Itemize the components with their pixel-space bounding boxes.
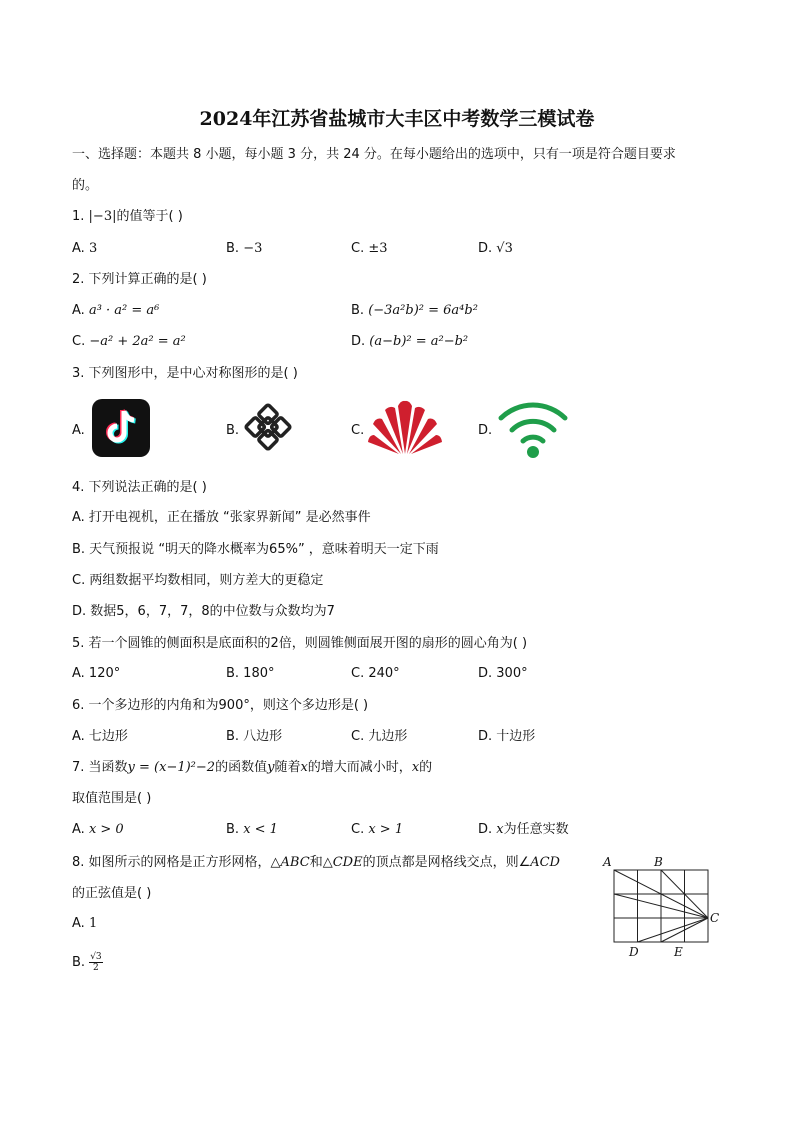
point-d-label: D (629, 945, 639, 959)
question-7-stem-line2: 取值范围是( ) (72, 791, 152, 806)
interlocking-knot-logo-icon[interactable] (243, 402, 293, 456)
question-2-stem: 2. 下列计算正确的是( ) (72, 272, 207, 287)
question-2-option-c[interactable]: C. −a² + 2a² = a² (72, 334, 186, 349)
page-title: 2024年江苏省盐城市大丰区中考数学三模试卷 (199, 108, 595, 130)
question-3-option-d-label[interactable]: D. (478, 423, 493, 438)
question-3-option-c-label[interactable]: C. (351, 423, 365, 438)
question-4-option-b[interactable]: B. 天气预报说 “明天的降水概率为65%” ，意味着明天一定下雨 (72, 542, 439, 557)
question-6-stem: 6. 一个多边形的内角和为900°，则这个多边形是( ) (72, 698, 369, 713)
question-7-option-c[interactable]: C. x > 1 (351, 822, 404, 837)
question-5-stem: 5. 若一个圆锥的侧面积是底面积的2倍，则圆锥侧面展开图的扇形的圆心角为( ) (72, 636, 528, 651)
question-6-option-d[interactable]: D. 十边形 (478, 729, 536, 744)
question-6-option-c[interactable]: C. 九边形 (351, 729, 408, 744)
question-7-option-d[interactable]: D. x为任意实数 (478, 822, 569, 837)
question-5-option-a[interactable]: A. 120° (72, 666, 121, 681)
question-8-option-a[interactable]: A. 1 (72, 916, 98, 931)
huawei-logo-icon[interactable] (368, 398, 442, 460)
question-2-option-d[interactable]: D. (a−b)² = a²−b² (351, 334, 469, 349)
wifi-icon[interactable] (497, 398, 569, 464)
question-4-option-c[interactable]: C. 两组数据平均数相同，则方差大的更稳定 (72, 573, 324, 588)
question-5-option-c[interactable]: C. 240° (351, 666, 400, 681)
fraction-sqrt3-over-2: $\frac{√3}{2}$ (90, 952, 102, 973)
question-1-option-b[interactable]: B. −3 (226, 241, 263, 256)
question-1-option-c[interactable]: C. ±3 (351, 241, 388, 256)
question-3-stem: 3. 下列图形中，是中心对称图形的是( ) (72, 366, 298, 381)
question-8-grid-figure (600, 852, 725, 966)
question-2-option-a[interactable]: A. a³ · a² = a⁶ (72, 303, 160, 318)
section-instructions-line1: 一、选择题：本题共 8 小题，每小题 3 分，共 24 分。在每小题给出的选项中，只有一项是符合题目要求 (72, 147, 676, 162)
question-8-stem-line2: 的正弦值是( ) (72, 886, 152, 901)
question-7-option-b[interactable]: B. x < 1 (226, 822, 278, 837)
point-a-label: A (603, 855, 612, 869)
question-7-stem: 7. 当函数y = (x−1)²−2的函数值y随着x的增大而减小时，x的 (72, 760, 433, 775)
question-4-stem: 4. 下列说法正确的是( ) (72, 480, 207, 495)
point-e-label: E (674, 945, 683, 959)
question-1-stem: 1. |−3|的值等于( ) (72, 209, 183, 224)
point-c-label: C (710, 911, 720, 925)
question-3-option-b-label[interactable]: B. (226, 423, 240, 438)
question-6-option-b[interactable]: B. 八边形 (226, 729, 283, 744)
question-7-option-a[interactable]: A. x > 0 (72, 822, 124, 837)
question-5-option-d[interactable]: D. 300° (478, 666, 528, 681)
tiktok-logo-icon[interactable] (92, 399, 150, 461)
question-8-option-b[interactable]: B. $\frac{√3}{2}$ (72, 952, 102, 973)
question-1-option-d[interactable]: D. √3 (478, 241, 513, 256)
point-b-label: B (654, 855, 663, 869)
question-4-option-a[interactable]: A. 打开电视机，正在播放 “张家界新闻” 是必然事件 (72, 510, 371, 525)
question-3-option-a-label[interactable]: A. (72, 423, 85, 438)
question-1-option-a[interactable]: A. 3 (72, 241, 98, 256)
question-8-stem: 8. 如图所示的网格是正方形网格，△ABC和△CDE的顶点都是网格线交点，则∠ACD (72, 855, 560, 870)
question-6-option-a[interactable]: A. 七边形 (72, 729, 128, 744)
question-4-option-d[interactable]: D. 数据5，6，7，7，8的中位数与众数均为7 (72, 604, 335, 619)
question-2-option-b[interactable]: B. (−3a²b)² = 6a⁴b² (351, 303, 478, 318)
question-5-option-b[interactable]: B. 180° (226, 666, 275, 681)
section-instructions-line2: 的。 (72, 178, 99, 193)
